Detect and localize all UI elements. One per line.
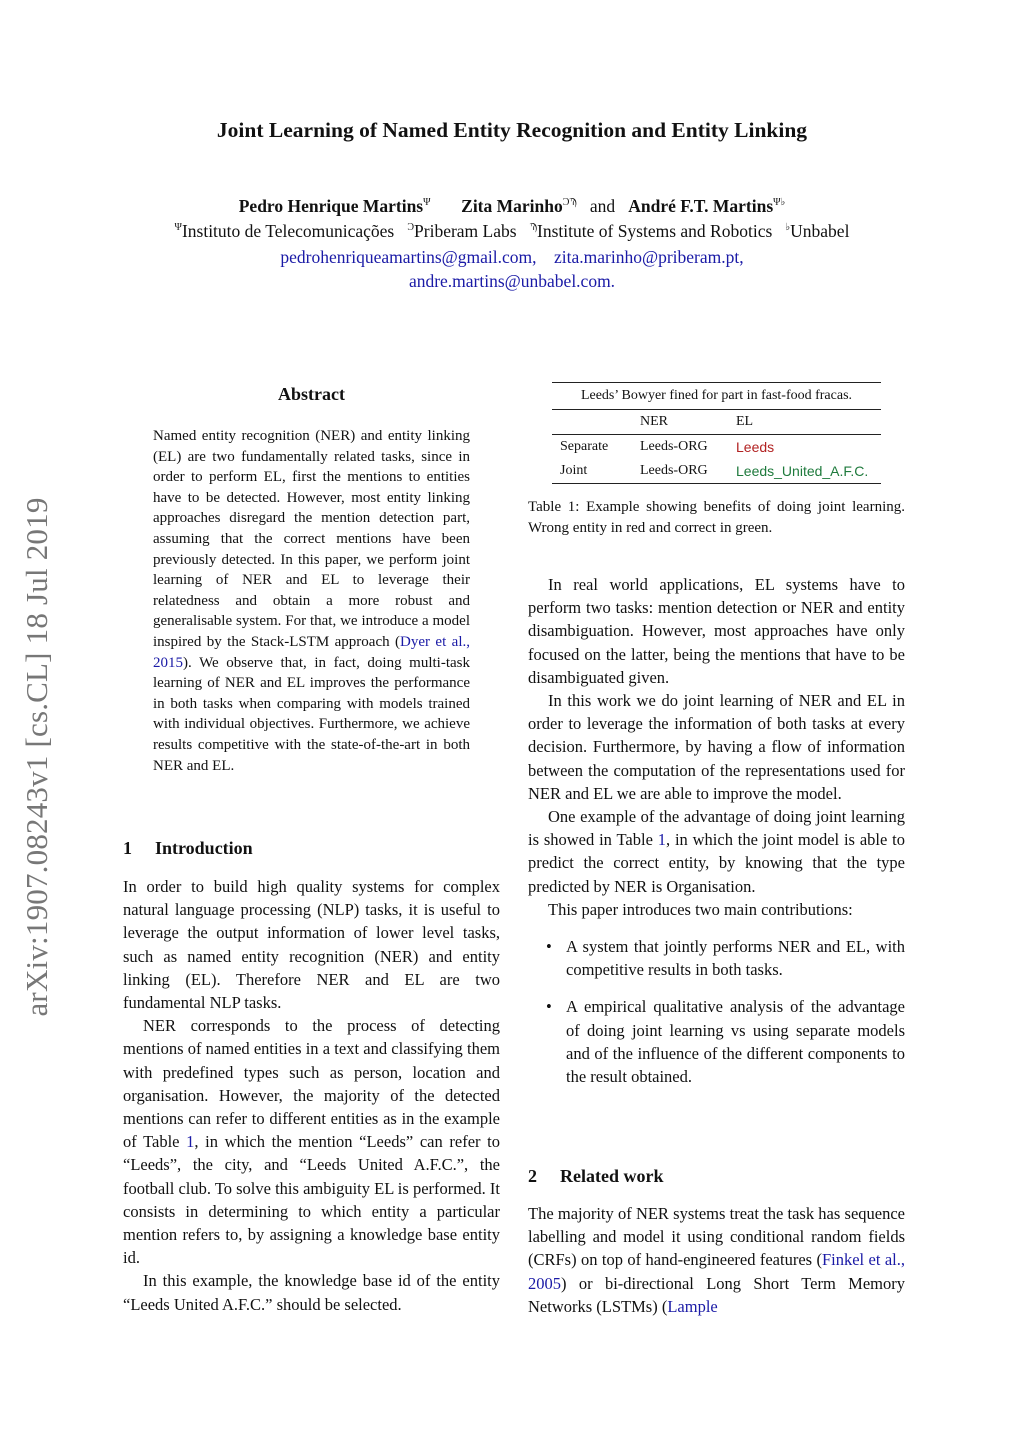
paragraph-text: NER corresponds to the process of detecting mentions of named entities in a text and classifying them with predefined types such as person, location and organisation. However, the majority of the detected mentions can refer to different entities as in the example of Table [123, 1016, 500, 1152]
abstract-body [153, 426, 470, 776]
paragraph: In order to build high quality systems for complex natural language processing (NLP) tasks, it is useful to leverage the output information of lower level tasks, such as named entity recognition (NER) and entity linking (EL). Therefore NER and EL are two fundamental NLP tasks. [123, 877, 500, 1013]
author-mark: Ψ♭ [773, 197, 786, 208]
author-mark: ϽϠ [562, 197, 577, 208]
section-title: Related work [560, 1166, 664, 1186]
list-item [528, 935, 905, 981]
paragraph [528, 805, 905, 898]
table-ref-link[interactable]: 1 [186, 1132, 195, 1152]
author-name: André F.T. Martins [628, 196, 774, 216]
list-item-text: A empirical qualitative analysis of the advantage of doing joint learning vs using separate models and of the influence of the different components to the result obtained. [566, 997, 905, 1087]
author-name: Pedro Henrique Martins [238, 196, 424, 216]
paper-title: Joint Learning of Named Entity Recognition and Entity Linking [216, 118, 808, 142]
affiliation-mark: Ϡ [529, 222, 538, 233]
paragraph-text: The majority of NER systems treat the task has sequence labelling and model it using conditional random fields (CRFs) on top of hand-engineered features ( [528, 1204, 905, 1270]
section-heading [123, 838, 253, 859]
email-list [0, 245, 1024, 293]
intro-body [123, 875, 500, 1316]
bullet-icon: • [546, 997, 552, 1017]
list-item-text: A system that jointly performs NER and EL, with competitive results in both tasks. [566, 937, 905, 980]
section-heading [528, 1166, 663, 1187]
table-grid [552, 410, 881, 484]
author-and: and [589, 196, 616, 216]
affiliation-mark: Ͻ [407, 222, 415, 233]
email-link[interactable]: zita.marinho@priberam.pt, [554, 247, 744, 267]
email-link[interactable]: pedrohenriqueamartins@gmail.com, [280, 247, 537, 267]
email-link[interactable]: andre.martins@unbabel.com. [408, 271, 616, 291]
author-list [0, 196, 1024, 217]
right-column-body [528, 573, 905, 1102]
table-1 [552, 382, 881, 484]
table-cell: Joint [560, 463, 588, 478]
paragraph-text: One example of the advantage of doing joint learning is showed in Table [528, 807, 905, 850]
author-name: Zita Marinho [461, 196, 563, 216]
paragraph: In this example, the knowledge base id of the entity “Leeds United A.F.C.” should be selected. [123, 1271, 500, 1314]
table-sentence: Leeds’ Bowyer fined for part in fast-food fracas. [552, 382, 881, 410]
citation-link[interactable]: Finkel et al., 2005 [528, 1250, 905, 1293]
bullet-icon: • [546, 937, 552, 957]
table-caption: Table 1: Example showing benefits of doing joint learning. Wrong entity in red and correct in green. [528, 499, 905, 536]
table-cell-correct: Leeds_United_A.F.C. [736, 463, 869, 479]
table-row [552, 459, 881, 484]
affiliation: Instituto de Telecomunicações [181, 221, 395, 241]
abstract-text: ). We observe that, in fact, doing multi-task learning of NER and EL improves the performance in both tasks when comparing with models trained with individual objectives. Furthermore, we achieve results competitive with the state-of-the-art in both NER and EL. [153, 654, 470, 774]
table-cell: Separate [560, 439, 609, 454]
table-header-row [552, 410, 881, 435]
related-body [528, 1202, 905, 1318]
section-title: Introduction [155, 838, 253, 858]
table-cell: Leeds-ORG [640, 439, 708, 454]
table-cell-wrong: Leeds [736, 439, 775, 455]
affiliation: Unbabel [790, 221, 850, 241]
section-number: 1 [123, 838, 132, 858]
affiliation-mark: ♭ [785, 222, 791, 233]
table-header-cell: EL [736, 414, 754, 429]
paragraph [123, 1014, 500, 1269]
paragraph-text: ) or bi-directional Long Short Term Memory Networks (LSTMs) ( [528, 1273, 905, 1316]
arxiv-stamp-text: arXiv:1907.08243v1 [cs.CL] 18 Jul 2019 [19, 497, 54, 1017]
author-mark: Ψ [423, 197, 431, 208]
paragraph-text: , in which the joint model is able to predict the correct entity, by knowing that the type predicted by NER is Organisation. [528, 830, 905, 896]
table-ref-link[interactable]: 1 [657, 830, 666, 850]
affiliation: Priberam Labs [414, 221, 517, 241]
contribution-list [528, 935, 905, 1088]
abstract-text: Named entity recognition (NER) and entity linking (EL) are two fundamentally related tasks, since in order to perform EL, first the mentions to entities have to be detected. However, most entity linking approaches disregard the mention detection part, assuming that the correct mentions have been previously detected. In this paper, we perform joint learning of NER and EL to leverage their relatedness and obtain a more robust and generalisable system. For that, we introduce a model inspired by the Stack-LSTM approach ( [153, 428, 470, 650]
table-header-cell [552, 410, 632, 435]
affiliation: Institute of Systems and Robotics [537, 221, 773, 241]
abstract-heading: Abstract [278, 384, 345, 404]
table-cell: Leeds-ORG [640, 463, 708, 478]
affiliation-mark: Ψ [174, 222, 182, 233]
list-item [528, 995, 905, 1088]
table-row [552, 435, 881, 460]
paragraph: In real world applications, EL systems have to perform two tasks: mention detection or NER and entity disambiguation. However, most approaches have only focused on the latter, being the mentions that have to be disambiguated given. [528, 575, 905, 687]
paragraph-text: , in which the mention “Leeds” can refer to “Leeds”, the city, and “Leeds United A.F.C.”, the football club. To solve this ambiguity EL is performed. It consists in determining to which entity a particular mention refers to, by assigning a knowledge base entity id. [123, 1132, 500, 1268]
citation-link[interactable]: Dyer et al., 2015 [153, 633, 470, 671]
paragraph [528, 1202, 905, 1318]
table-header-cell: NER [640, 414, 668, 429]
paragraph: In this work we do joint learning of NER and EL in order to leverage the information of both tasks at every decision. Furthermore, by having a flow of information between the computation of the representations used for NER and EL we are able to improve the model. [528, 691, 905, 803]
citation-link[interactable]: Lample [667, 1296, 718, 1316]
paragraph: This paper introduces two main contributions: [548, 899, 853, 919]
section-number: 2 [528, 1166, 537, 1186]
affiliation-list [0, 221, 1024, 242]
